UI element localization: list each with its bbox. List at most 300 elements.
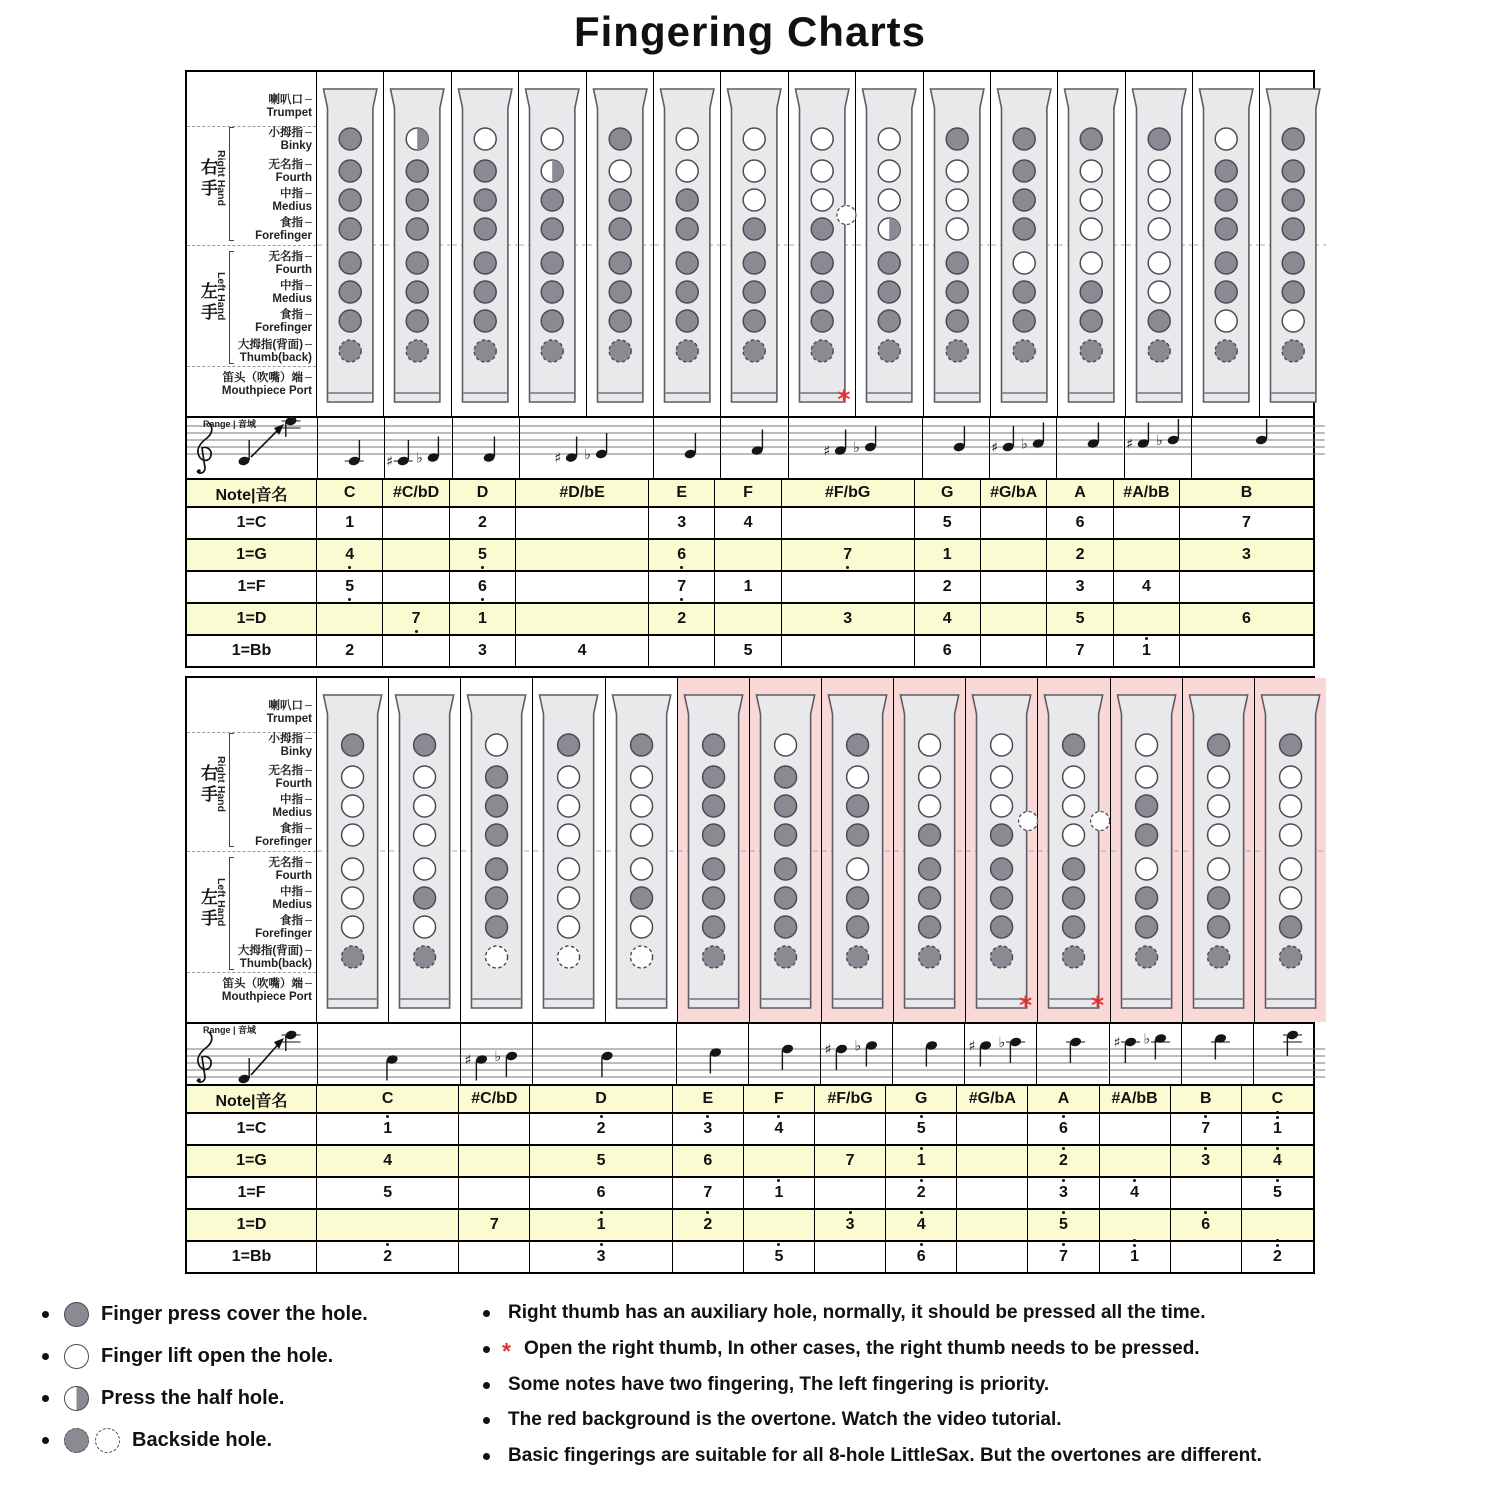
label-trumpet: 喇叭口 Trumpet	[266, 700, 312, 725]
label-right-binky: 小拇指 Binky	[268, 733, 312, 758]
hole-forefinger	[1207, 824, 1229, 846]
hole-left-medius	[676, 281, 698, 303]
tube-D-0	[452, 72, 519, 416]
tube-diagram	[533, 678, 604, 1022]
tube-diagram	[750, 678, 821, 1022]
range-cell	[187, 418, 318, 478]
hole-forefinger	[541, 218, 563, 240]
cell-1=F-#F/bG-6	[782, 572, 915, 602]
tube-#F/bG-0	[822, 678, 894, 1022]
hole-thumb-back	[1279, 946, 1301, 968]
tube-diagram	[991, 72, 1057, 416]
cell-1=D-C-11	[1242, 1210, 1313, 1240]
label-left-fourth: 无名指 Fourth	[268, 251, 312, 276]
hole-medius	[991, 795, 1013, 817]
cell-1=F-#G/bA-8	[981, 572, 1047, 602]
treble-clef-icon	[197, 423, 212, 473]
cell-1=F-A-8	[1028, 1178, 1099, 1208]
cell-1=F-G-7	[915, 572, 981, 602]
staff-cell-notes	[453, 418, 519, 478]
hole-thumb-back	[878, 340, 900, 362]
cell-1=G-#C/bD-1	[459, 1146, 530, 1176]
tube-F-0	[750, 678, 822, 1022]
jianpu-number: 7	[489, 1216, 499, 1233]
label-right-binky: 小拇指 Binky	[268, 127, 312, 152]
header-note-E-3: E	[673, 1086, 744, 1112]
staff-G-6	[893, 1024, 965, 1084]
jianpu-number: 3	[1201, 1153, 1210, 1169]
label-left-medius: 中指 Medius	[272, 280, 312, 305]
accidental: ♭	[998, 1035, 1006, 1051]
hole-fourth	[486, 766, 508, 788]
staff-B-10	[1182, 1024, 1254, 1084]
cell-1=F-A-9	[1047, 572, 1113, 602]
cell-1=Bb-C-11	[1242, 1242, 1313, 1272]
jianpu-number: 4	[917, 1217, 926, 1233]
hole-left-medius	[1013, 281, 1035, 303]
hole-binky	[991, 734, 1013, 756]
left-hand-label: 左手	[198, 282, 217, 324]
right-hand-bracket	[229, 127, 234, 241]
cell-1=Bb-B-11	[1180, 636, 1313, 666]
cell-1=C-#D/bE-3	[516, 508, 649, 538]
hole-fourth	[744, 160, 766, 182]
staff-cell-notes	[749, 1024, 820, 1084]
tube-C-1	[389, 678, 461, 1022]
tick-icon	[305, 891, 312, 892]
jianpu-number: 1	[942, 546, 952, 563]
hole-binky	[774, 734, 796, 756]
hole-left-fourth	[991, 858, 1013, 880]
accidental: ♭	[853, 440, 860, 456]
hole-left-medius	[1215, 281, 1237, 303]
tube-B-0	[1183, 678, 1255, 1022]
jianpu-number: 1	[1273, 1121, 1282, 1137]
hole-left-fourth	[878, 252, 900, 274]
hole-binky	[946, 128, 968, 150]
hole-thumb-back	[558, 946, 580, 968]
hole-binky	[486, 734, 508, 756]
cell-1=G-B-10	[1171, 1146, 1242, 1176]
staff-A-8	[1037, 1024, 1109, 1084]
cell-1=F-B-11	[1180, 572, 1313, 602]
hole-left-fourth	[946, 252, 968, 274]
cell-1=G-F-5	[715, 540, 781, 570]
accidental: ♭	[494, 1049, 502, 1065]
jianpu-number: 2	[917, 1185, 926, 1201]
label-right-fourth: 无名指 Fourth	[268, 765, 312, 790]
jianpu-number: 5	[596, 1152, 606, 1169]
jianpu-number: 7	[1201, 1121, 1210, 1137]
cell-1=C-G-7	[915, 508, 981, 538]
label-left-medius: 中指 Medius	[272, 886, 312, 911]
cell-1=D-B-10	[1171, 1210, 1242, 1240]
hole-left-forefinger	[946, 310, 968, 332]
hole-left-forefinger	[339, 310, 361, 332]
bullet-icon	[42, 1437, 49, 1444]
tube-diagram	[678, 678, 749, 1022]
legend-label: Finger press cover the hole.	[101, 1303, 368, 1325]
cell-1=C-#C/bD-1	[383, 508, 449, 538]
staff-#C/bD-1	[461, 1024, 533, 1084]
hole-thumb-back	[609, 340, 631, 362]
cell-1=G-#F/bG-5	[815, 1146, 886, 1176]
hole-medius	[702, 795, 724, 817]
key-row-1=C	[187, 1112, 1313, 1144]
jianpu-number: 4	[743, 514, 753, 531]
hole-left-forefinger	[774, 916, 796, 938]
hole-left-fourth	[486, 858, 508, 880]
tube-diagram	[894, 678, 965, 1022]
jianpu-number: 5	[383, 1184, 393, 1201]
hole-fourth	[991, 766, 1013, 788]
key-row-1=C	[187, 506, 1313, 538]
hole-medius	[1063, 795, 1085, 817]
jianpu-number: 1	[1142, 643, 1151, 659]
hole-forefinger	[676, 218, 698, 240]
hole-binky	[609, 128, 631, 150]
jianpu-number: 2	[677, 610, 687, 627]
jianpu-number: 1	[774, 1185, 783, 1201]
hole-binky	[558, 734, 580, 756]
hole-medius	[474, 189, 496, 211]
jianpu-number: 3	[1242, 546, 1251, 563]
jianpu-number: 7	[677, 579, 686, 595]
hole-left-fourth	[1148, 252, 1170, 274]
tick-icon	[305, 920, 312, 921]
hole-medius	[1283, 189, 1305, 211]
cell-1=G-#A/bB-9	[1100, 1146, 1171, 1176]
hole-left-medius	[774, 887, 796, 909]
hole-left-forefinger	[1283, 310, 1305, 332]
label-right-medius: 中指 Medius	[272, 794, 312, 819]
range-label: Range | 音域	[203, 419, 257, 429]
hole-forefinger	[609, 218, 631, 240]
tick-icon	[305, 862, 312, 863]
staff-cell-notes	[821, 1024, 892, 1084]
hole-left-forefinger	[847, 916, 869, 938]
hole-medius	[1148, 189, 1170, 211]
basic-fingering-chart	[185, 70, 1315, 668]
hole-binky	[342, 734, 364, 756]
hole-left-forefinger	[609, 310, 631, 332]
jianpu-number: 6	[478, 579, 487, 595]
staff-cell-notes	[1057, 418, 1123, 478]
hole-medius	[1215, 189, 1237, 211]
cell-1=C-#G/bA-8	[981, 508, 1047, 538]
hole-thumb-back	[1135, 946, 1157, 968]
hole-medius	[486, 795, 508, 817]
label-left-forefinger: 食指 Forefinger	[255, 915, 312, 940]
aux-right-thumb-hole	[1091, 812, 1110, 831]
side-label-column	[187, 678, 317, 1022]
cell-1=D-#F/bG-5	[815, 1210, 886, 1240]
hole-medius	[878, 189, 900, 211]
hole-left-medius	[878, 281, 900, 303]
hole-left-forefinger	[407, 310, 429, 332]
tube-row	[187, 678, 1313, 1022]
cell-1=G-A-9	[1047, 540, 1113, 570]
staff-cell-notes	[533, 1024, 675, 1084]
cell-1=D-D-2	[530, 1210, 672, 1240]
cell-1=C-#A/bB-9	[1100, 1114, 1171, 1144]
hole-left-forefinger	[1207, 916, 1229, 938]
tube-E-0	[654, 72, 721, 416]
tick-icon	[305, 164, 312, 165]
cell-1=G-C-0	[317, 1146, 459, 1176]
label-right-forefinger: 食指 Forefinger	[255, 217, 312, 242]
jianpu-number: 5	[478, 547, 487, 563]
cell-1=D-#A/bB-9	[1100, 1210, 1171, 1240]
cell-1=C-#C/bD-1	[459, 1114, 530, 1144]
cell-1=C-E-4	[649, 508, 715, 538]
note-column-#G/bA-8	[991, 72, 1058, 416]
note-column-C-0	[317, 72, 384, 416]
tube-B-1	[1260, 72, 1326, 416]
header-note-A-9: A	[1047, 480, 1113, 506]
staff-#D/bE-3	[520, 418, 654, 478]
hole-left-forefinger	[541, 310, 563, 332]
bullet-icon	[483, 1417, 490, 1424]
header-note-#G/bA-8: #G/bA	[981, 480, 1047, 506]
tube-#F/bG-1	[856, 72, 923, 416]
cell-1=G-#G/bA-8	[981, 540, 1047, 570]
hole-forefinger	[702, 824, 724, 846]
jianpu-number: 5	[1059, 1217, 1068, 1233]
hole-left-forefinger	[878, 310, 900, 332]
right-hand-bracket	[229, 733, 234, 847]
staff-C-11	[1254, 1024, 1325, 1084]
tube-diagram	[924, 72, 990, 416]
hole-thumb-back	[744, 340, 766, 362]
legend-notes	[483, 1301, 1493, 1480]
hole-left-medius	[342, 887, 364, 909]
hole-left-fourth	[919, 858, 941, 880]
hole-thumb-back	[1080, 340, 1102, 362]
cell-1=G-E-4	[649, 540, 715, 570]
hole-left-medius	[1283, 281, 1305, 303]
label-right-forefinger: 食指 Forefinger	[255, 823, 312, 848]
open-thumb-asterisk: *	[1091, 991, 1105, 1020]
legend-note-asterisk: * Open the right thumb, In other cases, the right thumb needs to be pressed.	[483, 1337, 1493, 1361]
tube-D-0	[533, 678, 605, 1022]
note-header-cell: Note|音名	[187, 1086, 317, 1112]
tick-icon	[305, 705, 312, 706]
legend-label: Backside hole.	[132, 1429, 273, 1451]
cell-1=C-#F/bG-6	[782, 508, 915, 538]
legend-label: Press the half hole.	[101, 1387, 285, 1409]
range-cell-display	[187, 418, 317, 478]
jianpu-number: 6	[677, 547, 686, 563]
row-label-1=F: 1=F	[187, 1178, 317, 1208]
cell-1=Bb-G-6	[886, 1242, 957, 1272]
tube-diagram	[461, 678, 532, 1022]
jianpu-number: 2	[1059, 1153, 1068, 1169]
hole-left-medius	[558, 887, 580, 909]
hole-thumb-back	[407, 340, 429, 362]
jianpu-number: 3	[843, 610, 853, 627]
note-column-D-2	[452, 72, 519, 416]
jianpu-number: 5	[942, 514, 952, 531]
cell-1=Bb-#A/bB-10	[1114, 636, 1180, 666]
hole-left-forefinger	[676, 310, 698, 332]
header-note-D-2: D	[530, 1086, 672, 1112]
hand-divider	[187, 245, 316, 246]
hole-fourth	[811, 160, 833, 182]
hole-binky	[1215, 128, 1237, 150]
jianpu-number: 2	[478, 514, 487, 531]
tick-icon	[305, 828, 312, 829]
jianpu-number: 2	[703, 1217, 712, 1233]
section-divider	[187, 972, 316, 973]
hand-divider	[187, 851, 316, 852]
hole-fourth	[702, 766, 724, 788]
jianpu-number: 6	[1242, 610, 1251, 627]
cell-1=F-G-6	[886, 1178, 957, 1208]
cell-1=D-C-0	[317, 1210, 459, 1240]
note-name-header-row	[187, 478, 1313, 506]
hole-fourth	[1207, 766, 1229, 788]
hole-thumb-back	[339, 340, 361, 362]
hole-left-fourth	[1135, 858, 1157, 880]
tube-#F/bG-0	[789, 72, 856, 416]
tick-icon	[305, 983, 312, 984]
jianpu-number: 3	[1075, 578, 1085, 595]
row-label-1=D: 1=D	[187, 604, 317, 634]
backside-open-hole-icon	[95, 1428, 120, 1453]
jianpu-number: 3	[703, 1121, 712, 1137]
hole-thumb-back	[474, 340, 496, 362]
hole-binky	[1135, 734, 1157, 756]
jianpu-number: 4	[1141, 578, 1151, 595]
hole-fourth	[1215, 160, 1237, 182]
header-note-G-7: G	[915, 480, 981, 506]
tube-diagram	[789, 72, 855, 416]
jianpu-number: 3	[677, 514, 687, 531]
cell-1=G-D-2	[530, 1146, 672, 1176]
left-hand-label-en: Left Hand	[215, 878, 227, 927]
tick-icon	[305, 377, 312, 378]
hole-forefinger	[991, 824, 1013, 846]
bullet-icon	[42, 1395, 49, 1402]
cell-1=G-G-7	[915, 540, 981, 570]
header-note-C-11: C	[1271, 1090, 1284, 1107]
note-column-#F/bG-6	[789, 72, 924, 416]
staff-cell-notes	[1125, 418, 1191, 478]
staff-E-4	[654, 418, 721, 478]
hole-fourth	[339, 160, 361, 182]
hole-forefinger	[339, 218, 361, 240]
hole-left-fourth	[342, 858, 364, 880]
cell-1=Bb-A-8	[1028, 1242, 1099, 1272]
tube-diagram	[856, 72, 922, 416]
hole-medius	[1207, 795, 1229, 817]
staff-#A/bB-10	[1125, 418, 1192, 478]
tube-#D/bE-0	[519, 72, 586, 416]
jianpu-number: 6	[596, 1184, 606, 1201]
row-label-1=D: 1=D	[187, 1210, 317, 1240]
cell-1=C-D-2	[530, 1114, 672, 1144]
tube-diagram	[389, 678, 460, 1022]
accidental: ♭	[854, 1038, 862, 1055]
header-note-D-2: D	[450, 480, 516, 506]
jianpu-number: 4	[1273, 1153, 1282, 1169]
bullet-icon	[483, 1346, 490, 1353]
tick-icon	[305, 738, 312, 739]
staff-cell-notes	[965, 1024, 1036, 1084]
hole-forefinger	[342, 824, 364, 846]
hole-left-medius	[991, 887, 1013, 909]
tube-G-0	[894, 678, 966, 1022]
hole-fourth	[558, 766, 580, 788]
hole-thumb-back	[774, 946, 796, 968]
note-column-#C/bD-1	[384, 72, 451, 416]
accidental: ♭	[1021, 436, 1028, 453]
hole-left-medius	[474, 281, 496, 303]
jianpu-number: 1	[1130, 1249, 1139, 1265]
jianpu-number: 7	[843, 547, 852, 563]
legend-note: Basic fingerings are suitable for all 8-hole LittleSax. But the overtones are different.	[483, 1444, 1493, 1468]
jianpu-number: 1	[743, 578, 753, 595]
header-note-#C/bD-1: #C/bD	[459, 1086, 530, 1112]
cell-1=F-F-5	[715, 572, 781, 602]
staff-C-0	[318, 418, 385, 478]
jianpu-number: 4	[1130, 1185, 1139, 1201]
staff-row	[187, 416, 1313, 478]
jianpu-number: 4	[345, 547, 354, 563]
cell-1=G-#D/bE-3	[516, 540, 649, 570]
staff-cell-notes	[789, 418, 922, 478]
label-right-fourth: 无名指 Fourth	[268, 159, 312, 184]
jianpu-number: 2	[1273, 1249, 1282, 1265]
row-label-1=Bb: 1=Bb	[187, 636, 317, 666]
hole-forefinger	[774, 824, 796, 846]
hole-thumb-back	[946, 340, 968, 362]
hole-fourth	[676, 160, 698, 182]
cell-1=G-C-0	[317, 540, 383, 570]
accidental: ♯	[968, 1038, 976, 1055]
hole-medius	[407, 189, 429, 211]
tube-#C/bD-0	[384, 72, 451, 416]
tube-diagram	[452, 72, 518, 416]
hole-left-medius	[811, 281, 833, 303]
hole-forefinger	[1148, 218, 1170, 240]
tick-icon	[305, 222, 312, 223]
hole-left-medius	[486, 887, 508, 909]
note-column-F-4	[750, 678, 822, 1022]
note-column-#A/bB-10	[1126, 72, 1193, 416]
hole-forefinger	[1279, 824, 1301, 846]
hole-medius	[1135, 795, 1157, 817]
hole-binky	[1148, 128, 1170, 150]
hole-binky	[1013, 128, 1035, 150]
hole-left-fourth	[676, 252, 698, 274]
tube-G-0	[924, 72, 991, 416]
range-cell-display	[187, 1024, 317, 1084]
header-note-#C/bD-1: #C/bD	[383, 480, 449, 506]
hole-thumb-back	[1013, 340, 1035, 362]
hole-left-fourth	[811, 252, 833, 274]
cell-1=D-#D/bE-3	[516, 604, 649, 634]
accidental: ♭	[584, 447, 592, 463]
tick-icon	[305, 314, 312, 315]
hole-forefinger	[847, 824, 869, 846]
header-note-#D/bE-3: #D/bE	[516, 480, 649, 506]
tube-#C/bD-0	[461, 678, 533, 1022]
staff-cell-notes	[1110, 1024, 1181, 1084]
accidental: ♯	[386, 454, 394, 470]
cell-1=F-#A/bB-9	[1100, 1178, 1171, 1208]
